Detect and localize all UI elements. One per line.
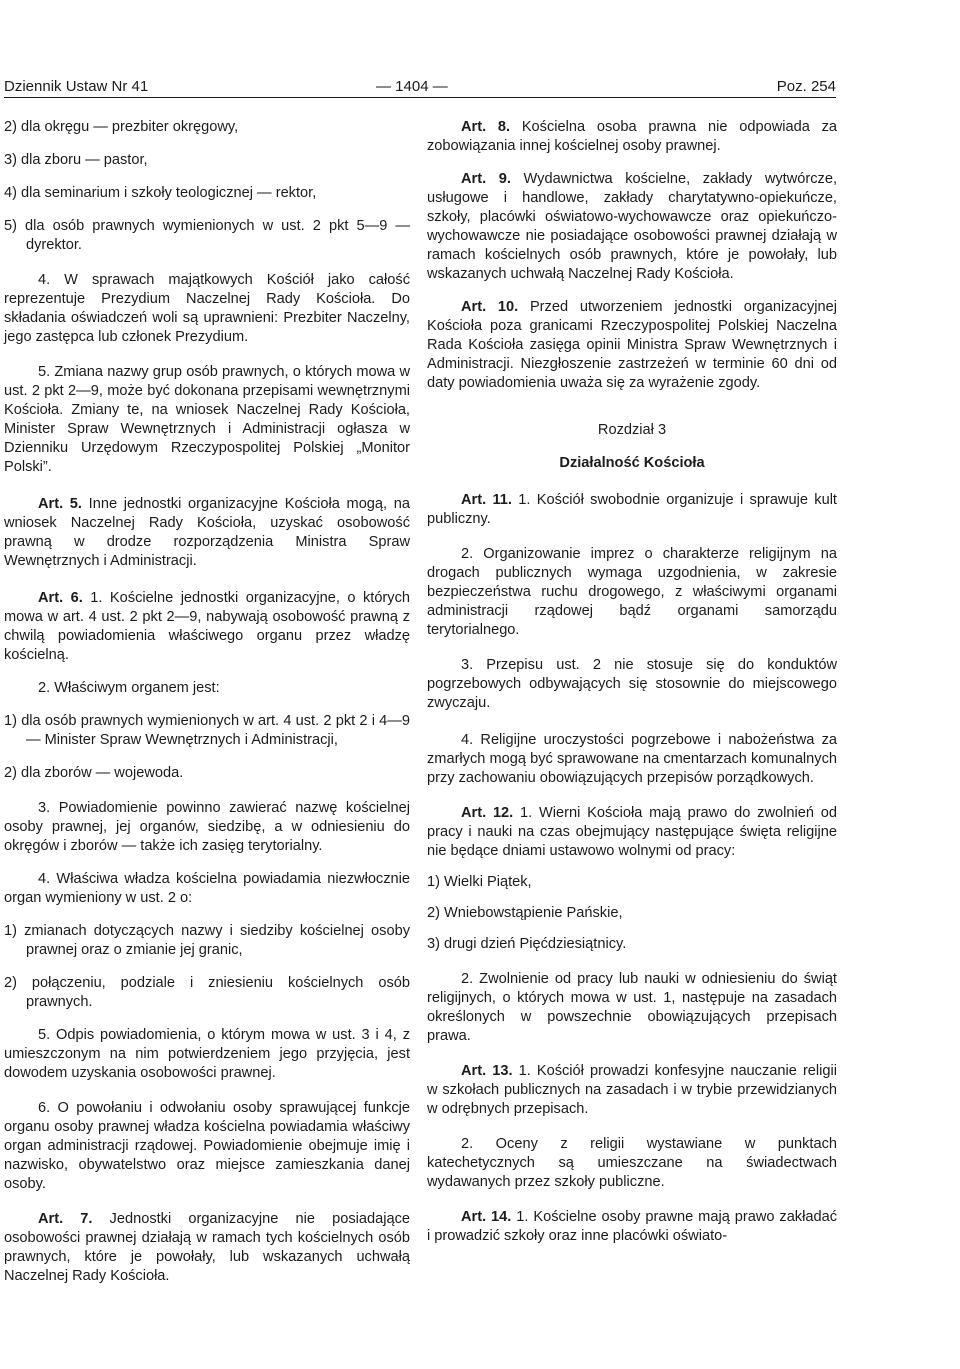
list-item: 3) drugi dzień Pięćdziesiątnicy. — [427, 936, 627, 952]
article-text: 1. Kościelne jednostki organizacyjne, o których mowa w art. 4 ust. 2 pkt 2—9, nabywają osobowość prawną z chwilą powiadomienia właściwego organu przez władzę kościelną. — [4, 590, 411, 663]
section-paragraph: 3. Przepisu ust. 2 nie stosuje się do konduktów pogrzebowych odbywających się stosownie do miejscowego zwyczaju. — [427, 657, 837, 711]
article-paragraph — [427, 1062, 837, 1119]
list-item: 5) dla osób prawnych wymienionych w ust. 2 pkt 5—9 — dyrektor. — [4, 218, 410, 253]
list-item: 2) połączeniu, podziale i zniesieniu kościelnych osób prawnych. — [4, 975, 410, 1010]
list-item: 1) zmianach dotyczących nazwy i siedziby kościelnej osoby prawnej oraz o zmianie jej granic, — [4, 923, 410, 958]
section-paragraph: 4. Właściwa władza kościelna powiadamia niezwłocznie organ wymieniony w ust. 2 o: — [4, 871, 410, 906]
list-item: 3) dla zboru — pastor, — [4, 152, 148, 168]
section-paragraph: 5. Zmiana nazwy grup osób prawnych, o których mowa w ust. 2 pkt 2—9, może być dokonana przepisami wewnętrznymi Kościoła. Zmiany te, na wniosek Naczelnej Rady Kościoła, Minister Spraw Wewnętrznych i Administracji ogłasza w Dzienniku Urzędowym Rzeczypospolitej Polskiej „Monitor Polski”. — [4, 364, 410, 475]
section-paragraph: 2. Właściwym organem jest: — [38, 680, 220, 696]
list-item: 1) dla osób prawnych wymienionych w art. 4 ust. 2 pkt 2 i 4—9 — Minister Spraw Wewnętrznych i Administracji, — [4, 713, 410, 748]
right-column — [427, 118, 837, 1246]
article-number: Art. 6. — [38, 590, 83, 606]
article-paragraph — [4, 1210, 410, 1286]
list-item: 2) dla zborów — wojewoda. — [4, 765, 184, 781]
section-paragraph: 4. Religijne uroczystości pogrzebowe i nabożeństwa za zmarłych mogą być sprawowane na cmentarzach komunalnych przy zachowaniu obowiązujących przepisów porządkowych. — [427, 732, 837, 786]
article-paragraph — [427, 491, 837, 529]
section-paragraph: 2. Oceny z religii wystawiane w punktach katechetycznych są umieszczane na świadectwach wydawanych przez szkoły publiczne. — [427, 1136, 837, 1190]
article-text: Inne jednostki organizacyjne Kościoła mogą, na wniosek Naczelnej Rady Kościoła, uzyskać osobowość prawną w drodze rozporządzenia Ministra Spraw Wewnętrznych i Administracji. — [4, 496, 411, 569]
left-column — [4, 118, 410, 1286]
article-paragraph — [427, 118, 837, 156]
position-number: Poz. 254 — [776, 78, 836, 95]
page-number: — 1404 — — [376, 78, 448, 95]
section-paragraph: 2. Organizowanie imprez o charakterze religijnym na drogach publicznych wymaga uzgodnienia, w zakresie bezpieczeństwa ruchu drogowego, z właściwymi organami administracji rządowej bądź organami samorządu terytorialnego. — [427, 546, 837, 638]
article-number: Art. 5. — [38, 496, 82, 512]
article-paragraph — [427, 170, 837, 284]
article-number: Art. 10. — [461, 299, 519, 315]
article-text: 1. Kościół prowadzi konfesyjne nauczanie religii w szkołach publicznych na zasadach i w trybie przewidzianych w odrębnych przepisach. — [427, 1063, 838, 1117]
article-text: Jednostki organizacyjne nie posiadające osobowości prawnej działają w ramach tych kościelnych osób prawnych, które je powołały, lub wskazanych uchwałą Naczelnej Rady Kościoła. — [4, 1211, 411, 1284]
article-number: Art. 7. — [38, 1211, 93, 1227]
section-paragraph: 5. Odpis powiadomienia, o którym mowa w ust. 3 i 4, z umieszczonym na nim potwierdzeniem jego przyjęcia, jest dowodem uzyskania osobowości prawnej. — [4, 1027, 410, 1081]
article-number: Art. 14. — [461, 1209, 512, 1225]
journal-title: Dziennik Ustaw Nr 41 — [4, 78, 149, 95]
article-text: Przed utworzeniem jednostki organizacyjnej Kościoła poza granicami Rzeczypospolitej Polskiej Naczelna Rada Kościoła zasięga opinii Ministra Spraw Wewnętrznych i Administracji. Niezgłoszenie zastrzeżeń w terminie 60 dni od daty powiadomienia uważa się za wyrażenie zgody. — [427, 299, 837, 391]
list-item: 1) Wielki Piątek, — [427, 874, 532, 890]
article-text: 1. Kościelne osoby prawne mają prawo zakładać i prowadzić szkoły oraz inne placówki oświato- — [427, 1209, 837, 1244]
article-paragraph — [4, 495, 410, 571]
article-text: 1. Wierni Kościoła mają prawo do zwolnień od pracy i nauki na czas obejmujący następujące święta religijne nie będące dniami ustawowo wolnymi od pracy: — [427, 805, 837, 859]
article-paragraph — [427, 298, 837, 393]
article-paragraph — [427, 1208, 837, 1246]
article-paragraph — [427, 804, 837, 861]
article-text: 1. Kościół swobodnie organizuje i sprawuje kult publiczny. — [427, 492, 837, 527]
article-text: Kościelna osoba prawna nie odpowiada za zobowiązania innej kościelnej osoby prawnej. — [427, 119, 837, 154]
article-number: Art. 11. — [461, 492, 512, 508]
list-item: 4) dla seminarium i szkoły teologicznej — rektor, — [4, 185, 317, 201]
section-paragraph: 3. Powiadomienie powinno zawierać nazwę kościelnej osoby prawnej, jej organów, siedzibę, a w odniesieniu do okręgów i zborów — także ich zasięg terytorialny. — [4, 800, 410, 854]
article-number: Art. 8. — [461, 119, 511, 135]
article-number: Art. 12. — [461, 805, 514, 821]
article-paragraph — [4, 589, 410, 665]
section-paragraph: 2. Zwolnienie od pracy lub nauki w odniesieniu do świąt religijnych, o których mowa w ust. 1, następuje na zasadach określonych w powszechnie obowiązujących przepisach prawa. — [427, 971, 837, 1044]
chapter-heading: Rozdział 3 — [597, 422, 667, 438]
chapter-title: Działalność Kościoła — [559, 455, 705, 471]
page-header — [4, 77, 836, 98]
section-paragraph: 6. O powołaniu i odwołaniu osoby sprawującej funkcje organu osoby prawnej władza kościelna powiadamia właściwy organ administracji rządowej. Powiadomienie obejmuje imię i nazwisko, obywatelstwo oraz miejsce zamieszkania danej osoby. — [4, 1100, 410, 1192]
article-text: Wydawnictwa kościelne, zakłady wytwórcze, usługowe i handlowe, zakłady charytatywno-opiekuńcze, szkoły, placówki oświatowo-wychowawcze oraz opiekuńczo-wychowawcze nie posiadające osobowości prawnej działają w ramach kościelnych osób prawnych, które je powołały, lub wskazanych uchwałą Naczelnej Rady Kościoła. — [427, 171, 837, 282]
section-paragraph: 4. W sprawach majątkowych Kościół jako całość reprezentuje Prezydium Naczelnej Rady Kościoła. Do składania oświadczeń woli są uprawnieni: Prezbiter Naczelny, jego zastępca lub członek Prezydium. — [4, 272, 410, 345]
list-item: 2) dla okręgu — prezbiter okręgowy, — [4, 119, 239, 135]
list-item: 2) Wniebowstąpienie Pańskie, — [427, 905, 623, 921]
article-number: Art. 13. — [461, 1063, 513, 1079]
article-number: Art. 9. — [461, 171, 511, 187]
